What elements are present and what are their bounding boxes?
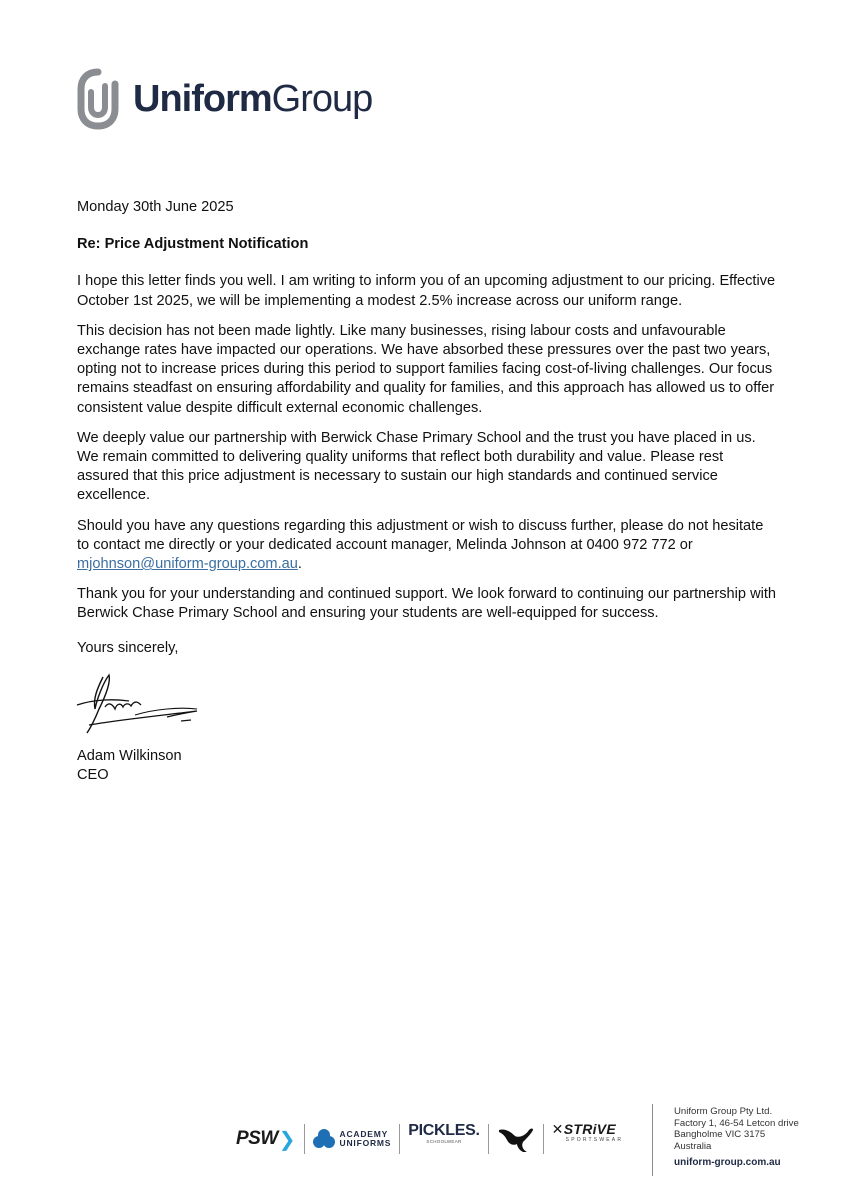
paragraph-partnership: We deeply value our partnership with Berwick Chase Primary School and the trust you have placed in us. We remain committed to delivering quality uniforms that reflect both durability and value. Please rest assured that this price adjustment is necessary to sustain our high standards and continued service excellence. [77, 429, 756, 504]
address-line-2: Bangholme VIC 3175 [674, 1129, 766, 1141]
logo-wordmark-light: Group [271, 78, 373, 120]
address-country: Australia [674, 1140, 712, 1152]
letter-date: Monday 30th June 2025 [77, 199, 234, 215]
brand-logos [236, 1122, 623, 1156]
puma-cat-icon [497, 1124, 535, 1154]
pickles-logo-text: PICKLES. [408, 1122, 480, 1139]
uniforms-word: UNIFORMS [339, 1138, 392, 1148]
address-line-1: Factory 1, 46-54 Letcon drive [674, 1117, 799, 1129]
signer-name: Adam Wilkinson [77, 747, 182, 764]
strive-logo-text [552, 1122, 616, 1137]
website-link[interactable]: uniform-group.com.au [674, 1157, 781, 1169]
signature-image [75, 669, 201, 737]
signer-title: CEO [77, 767, 109, 784]
brand-divider [488, 1124, 489, 1154]
brand-divider [543, 1124, 544, 1154]
letter-closing: Yours sincerely, [77, 639, 179, 656]
uniform-group-logo-mark-icon [77, 68, 119, 130]
psw-chevron-icon: ❯ [278, 1128, 296, 1151]
footer-divider [652, 1104, 653, 1176]
puma-logo [497, 1122, 535, 1156]
brand-divider [304, 1124, 305, 1154]
paragraph-reason: This decision has not been made lightly. Like many businesses, rising labour costs and unfavourable exchange rates have impacted our operations. We have absorbed these pressures over the past two years, opting not to increase prices during this period to support families facing cost-of-living challenges. Our focus remains steadfast on ensuring affordability and quality for families, and this approach has allowed us to offer consistent value despite difficult external economic challenges. [77, 322, 775, 416]
paragraph-contact [77, 517, 777, 575]
letter-subject: Re: Price Adjustment Notification [77, 236, 309, 253]
strive-x-icon: ✕ [551, 1121, 564, 1137]
psw-logo-text: PSW [236, 1128, 278, 1149]
pickles-subtext: SCHOOLWEAR [426, 1139, 462, 1144]
academy-uniforms-text [340, 1130, 392, 1148]
brand-divider [399, 1124, 400, 1154]
academy-uniforms-cloud-icon [313, 1128, 335, 1150]
footer [0, 1100, 849, 1180]
uniform-group-logo [77, 68, 372, 130]
paragraph-thanks: Thank you for your understanding and continued support. We look forward to continuing our partnership with Berwick Chase Primary School and ensuring your students are well-equipped for success. [77, 586, 777, 622]
academy-uniforms-logo [313, 1122, 392, 1156]
paragraph-intro: I hope this letter finds you well. I am writing to inform you of an upcoming adjustment to our pricing. Effective October 1st 2025, we will be implementing a modest 2.5% increase across our uniform range. [77, 273, 776, 309]
strive-subtext: SPORTSWEAR [565, 1137, 624, 1143]
logo-wordmark-bold: Uniform [133, 78, 272, 120]
company-name: Uniform Group Pty Ltd. [674, 1106, 773, 1117]
psw-logo [236, 1122, 296, 1156]
paragraph-contact-period: . [297, 556, 302, 573]
logo-wordmark [133, 80, 372, 118]
academy-word: ACADEMY [339, 1129, 389, 1139]
pickles-logo [408, 1122, 479, 1156]
contact-email-link[interactable]: mjohnson@uniform-group.com.au [77, 556, 298, 573]
strive-logo [552, 1122, 623, 1156]
strive-word: STRiVE [563, 1121, 617, 1137]
letter-body [77, 198, 777, 785]
company-address [674, 1106, 799, 1169]
paragraph-contact-text: Should you have any questions regarding this adjustment or wish to discuss further, please do not hesitate to contact me directly or your dedicated account manager, Melinda Johnson at 0400 972 772 or [77, 517, 764, 553]
